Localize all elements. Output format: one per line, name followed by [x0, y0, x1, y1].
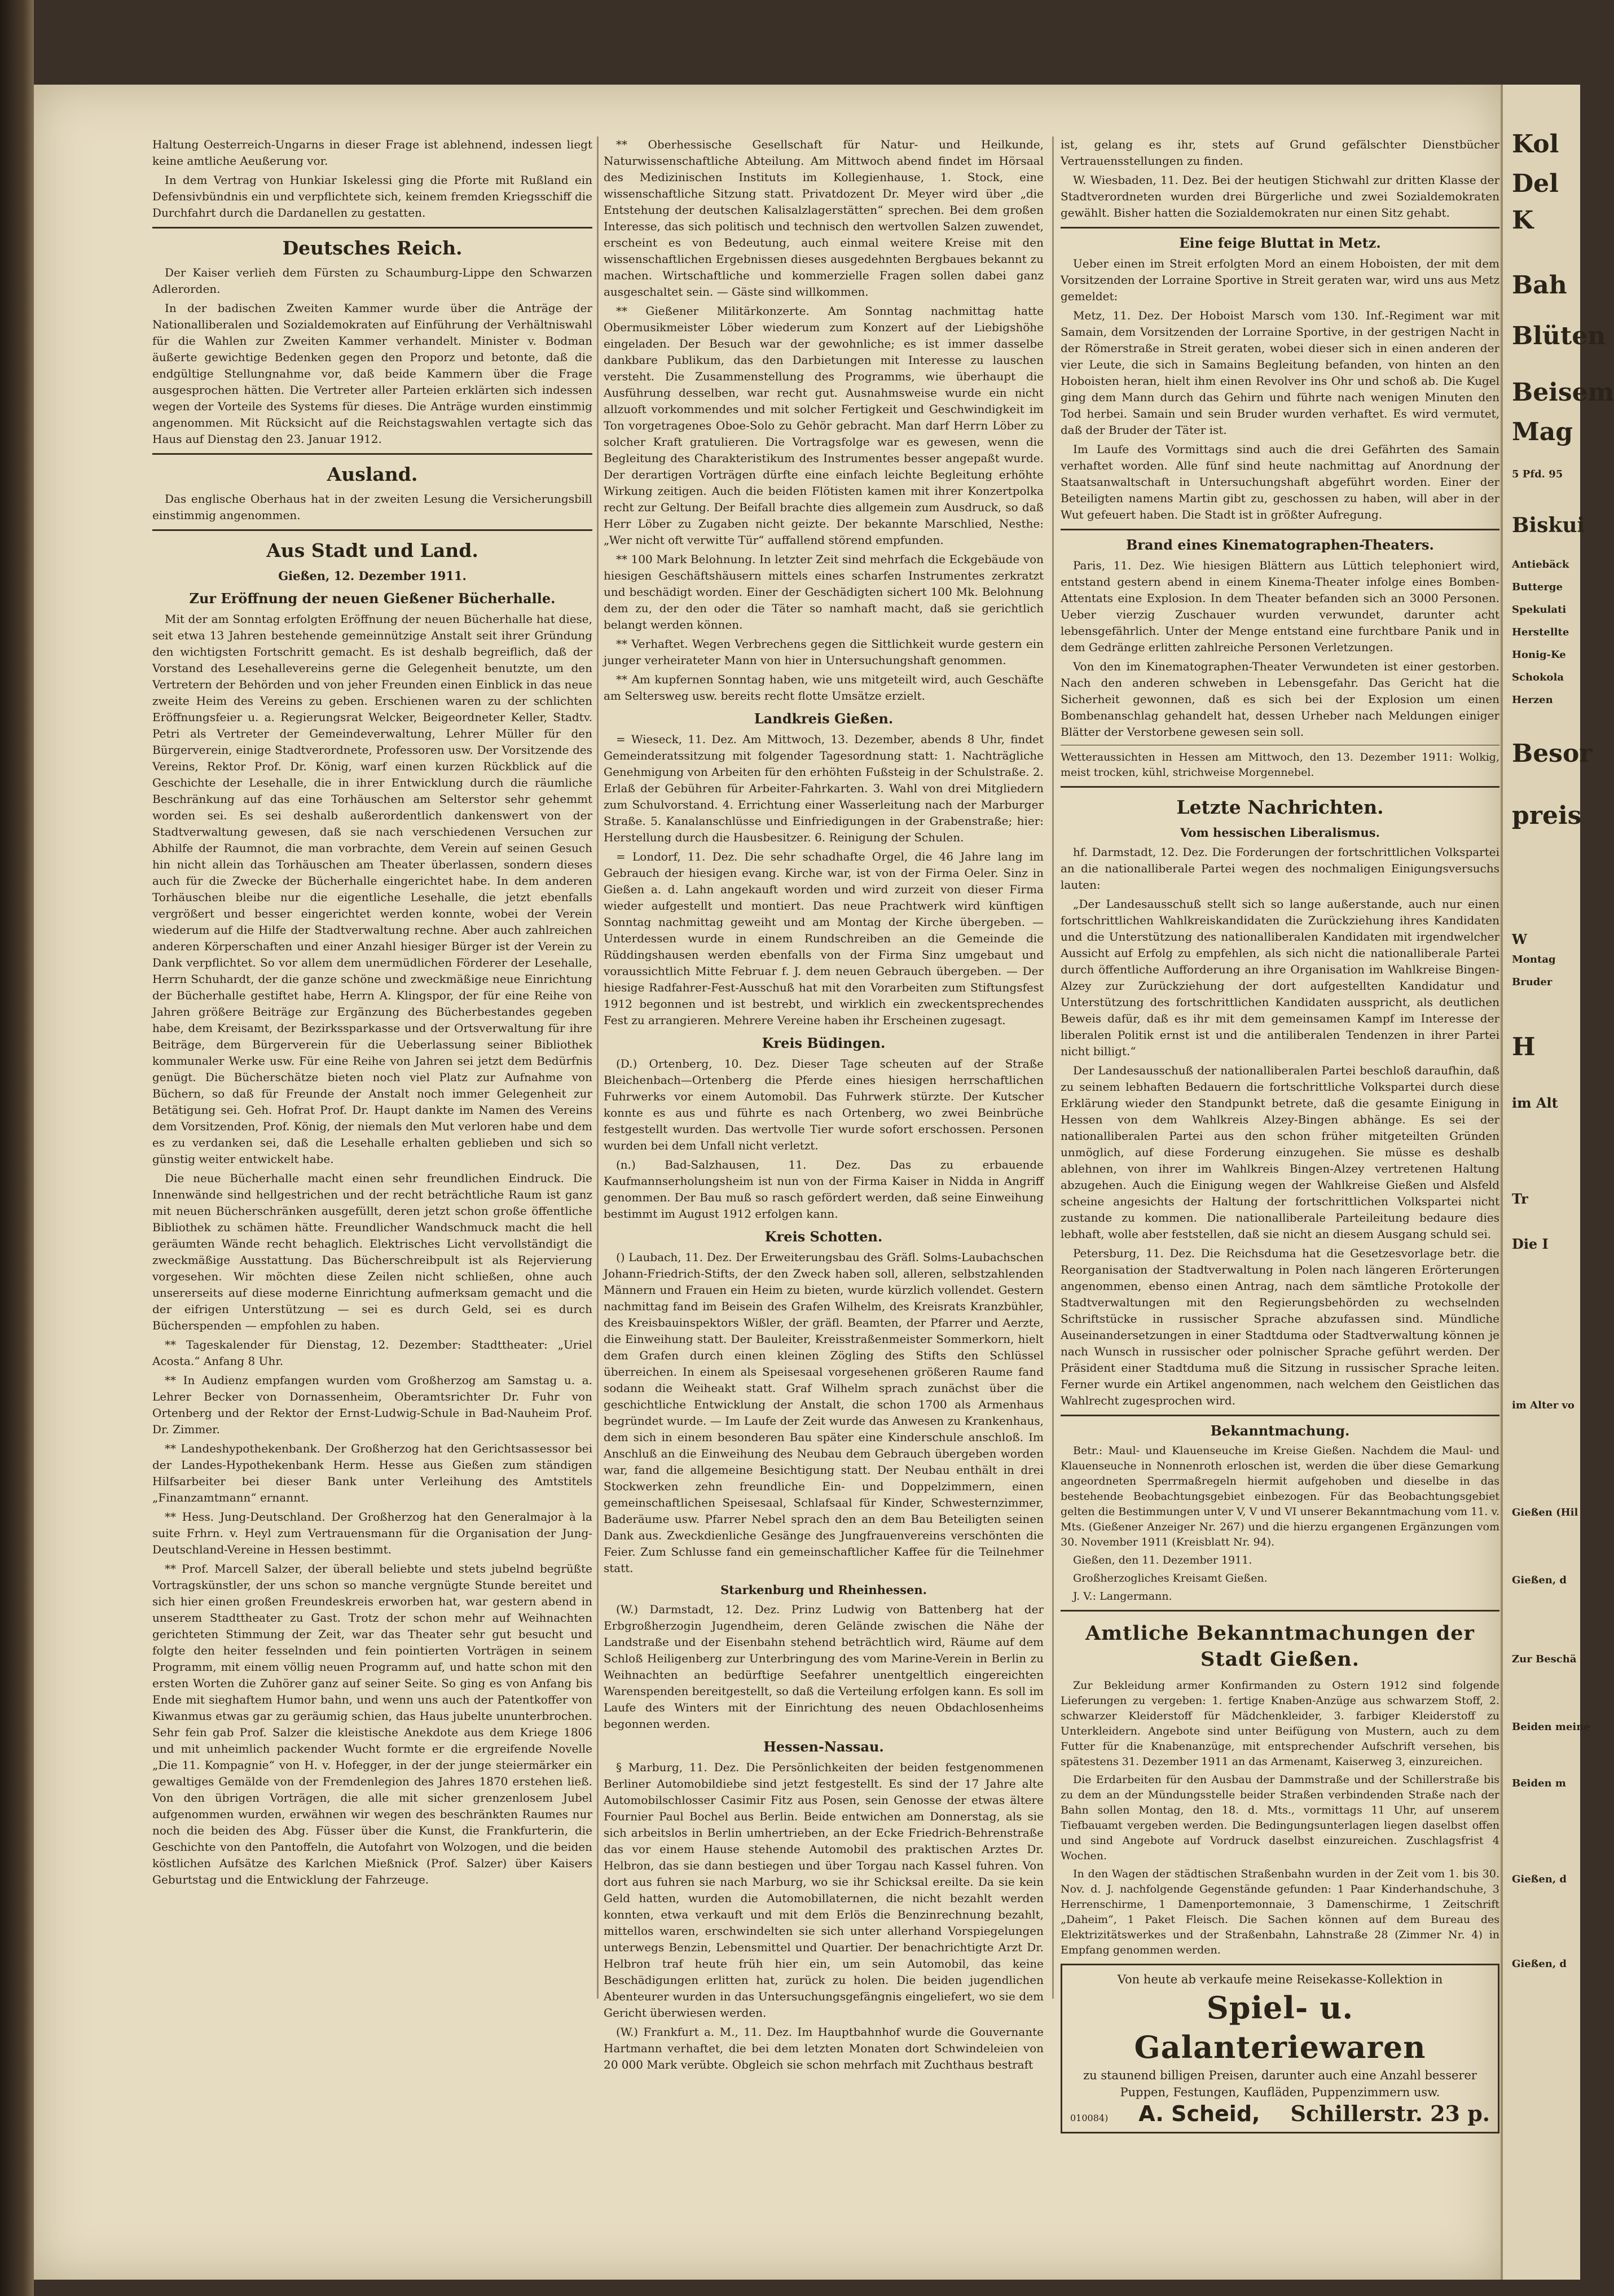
section-rule [152, 529, 592, 531]
official-notice: In den Wagen der städtischen Straßenbahn wurden in der Zeit vom 1. bis 30. Nov. d. J. nachfolgende Gegenstände gefunden: 1 Paar Kinderhandschuhe, 3 Herrenschirme, 1 Damenportemonnaie, 3 Damenschirme, 1 Zeitschrift „Daheim“, 1 Paket Fleisch. Die Sachen können auf dem Bureau des Elektrizitätswerkes und der Straßenbahn, Lahnstraße 28 (Zimmer Nr. 4) in Empfang genommen werden. [1061, 1868, 1499, 1956]
ad-address: Schillerstr. 23 p. [1290, 2101, 1490, 2126]
adjacent-page-fragment: 5 Pfd. 95 [1512, 468, 1563, 480]
paragraph: = Wieseck, 11. Dez. Am Mittwoch, 13. Dezember, abends 8 Uhr, findet Gemeinderatssitzung mit folgender Tagesordnung statt: 1. Nachträgliche Genehmigung von Arbeiten für den erhöhten Fußsteig in der Schulstraße. 2. Erlaß der Gebühren für Arbeiter-Fahrkarten. 3. Wahl von drei Mitgliedern zum Schulvorstand. 4. Errichtung einer Wasserleitung nach der Marburger Straße. 5. Kanalanschlüsse und Einfriedigungen in der Grabenstraße; hier: Herstellung durch die Hausbesitzer. 6. Reinigung der Schulen. [604, 732, 1044, 844]
adjacent-page-fragment: Gießen, d [1512, 1574, 1567, 1586]
section-title-deutsches-reich: Deutsches Reich. [282, 237, 463, 259]
notice: ** Verhaftet. Wegen Verbrechens gegen die Sittlichkeit wurde gestern ein junger verheirateter Mann von hier in Untersuchungshaft genommen. [604, 637, 1044, 667]
paragraph: Ueber einen im Streit erfolgten Mord an einem Hoboisten, der mit dem Vorsitzenden der Lorraine Sportive in Streit geraten war, wird uns aus Metz gemeldet: [1061, 257, 1499, 303]
column-divider [597, 137, 599, 1999]
official-notice: Zur Bekleidung armer Konfirmanden zu Ostern 1912 sind folgende Lieferungen zu vergeben: 1. fertige Knaben-Anzüge aus schwarzem Stoff, 2. schwarzer Kleiderstoff für Mädchenkleider, 3. farbiger Kleiderstoff zu Unterkleidern. Angebote sind unter Beifügung von Mustern, auch zu dem Futter für die Knabenanzüge, mit entsprechender Aufschrift versehen, bis spätestens 31. Dezember 1911 an das Armenamt, Kaiserweg 3, einzureichen. [1061, 1679, 1499, 1768]
adjacent-page-fragment: Spekulati [1512, 604, 1567, 616]
adjacent-page-fragment: Honig-Ke [1512, 649, 1566, 661]
section-rule [152, 227, 592, 229]
official-notice: Die Erdarbeiten für den Ausbau der Dammstraße und der Schillerstraße bis zu dem an der Mündungsstelle beider Straßen verbindenden Straße nach der Bahn sollen Montag, den 18. d. Mts., vormittags 11 Uhr, auf unserem Tiefbauamt vergeben werden. Die Bedingungsunterlagen liegen daselbst offen und sind Angebote auf Vordruck daselbst einzureichen. Zuschlagsfrist 4 Wochen. [1061, 1773, 1499, 1862]
paragraph: (W.) Frankfurt a. M., 11. Dez. Im Hauptbahnhof wurde die Gouvernante Hartmann verhaftet, die bei dem letzten Monaten dort Schwindeleien von 20 000 Mark verübte. Obgleich sie schon mehrfach mit Zuchthaus bestraft [604, 2025, 1044, 2071]
ad-intro: Von heute ab verkaufe meine Reisekasse-Kollektion in [1117, 1973, 1443, 1986]
section-rule [1061, 1415, 1499, 1416]
article-subtitle: Zur Eröffnung der neuen Gießener Bücherhalle. [189, 590, 556, 607]
adjacent-page-fragment: Gießen (Hil [1512, 1507, 1578, 1518]
dateline: Gießen, 12. Dezember 1911. [278, 569, 467, 583]
notice: ** In Audienz empfangen wurden vom Großherzog am Samstag u. a. Lehrer Becker von Dornassenheim, Oberamtsrichter Dr. Fuhr von Ortenberg und der Rektor der Ernst-Ludwig-Schule in Bad-Nauheim Prof. Dr. Zimmer. [152, 1373, 592, 1436]
adjacent-page-fragment: Tr [1512, 1191, 1528, 1207]
adjacent-page-fragment: Herstellte [1512, 626, 1569, 638]
adjacent-page-fragment: Del [1512, 169, 1559, 198]
adjacent-page-fragment: preis [1512, 801, 1582, 830]
section-rule [1061, 786, 1499, 788]
official-notice: Betr.: Maul- und Klauenseuche im Kreise Gießen. Nachdem die Maul- und Klauenseuche in Nonnenroth erloschen ist, werden die über diese Gemarkung angeordneten Sperrmaßregeln hiermit aufgehoben und dieselbe in das bestehende Beobachtungsgebiet einbezogen. Für das Beobachtungsgebiet gelten die Bestimmungen unter V, V und VI unserer Bekanntmachung vom 11. v. Mts. (Gießener Anzeiger Nr. 267) und die hierzu ergangenen Ergänzungen vom 30. November 1911 (Kreisblatt Nr. 94). [1061, 1445, 1499, 1548]
adjacent-page-fragment: Biskui [1512, 513, 1585, 537]
section-rule [1061, 1610, 1499, 1612]
adjacent-page-fragment: Antiebäck [1512, 559, 1569, 570]
section-rule [1061, 529, 1499, 530]
paragraph: Paris, 11. Dez. Wie hiesigen Blättern aus Lüttich telephoniert wird, entstand gestern abend in einem Kinema-Theater infolge eines Bomben-Attentats eine Explosion. In dem Theater befanden sich an 3000 Personen. Ueber vierzig Zuschauer wurden verwundet, darunter acht lebensgefährlich. Unter der Menge entstand eine furchtbare Panik und in dem Gedränge erlitten zahlreiche Personen Verletzungen. [1061, 559, 1499, 654]
paragraph: § Marburg, 11. Dez. Die Persönlichkeiten der beiden festgenommenen Berliner Automobildiebe sind jetzt festgestellt. Es sind der 17 Jahre alte Automobilschlosser Casimir Fitz aus Posen, sein Genosse der etwas ältere Fournier Paul Bochel aus Berlin. Beide entwichen am Donnerstag, als sie sich arbeitslos in Berlin umhertrieben, an der Ecke Friedrich-Behrenstraße das vor einem Hause stehende Automobil des praktischen Arztes Dr. Helbron, das sie dann bestiegen und über Torgau nach Kassel fuhren. Von dort aus fuhren sie nach Marburg, wo sie ihr Schicksal ereilte. Da sie kein Geld hatten, wurden die Automobillaternen, die nicht bezahlt werden konnten, etwa verkauft und mit dem Erlös die Benzinrechnung bezahlt, mittellos waren, erschwindelten sie sich unter allerhand Vorspiegelungen unterwegs Benzin, Lebensmittel und Quartier. Der benachrichtigte Arzt Dr. Helbron traf heute früh hier ein, um sein Automobil, das keine Beschädigungen erlitten hat, zurück zu holen. Die beiden jugendlichen Abenteurer wurden in das Untersuchungsgefängnis eingeliefert, wo sie dem Gericht überwiesen werden. [604, 1761, 1044, 2020]
notice: ** Hess. Jung-Deutschland. Der Großherzog hat den Generalmajor à la suite Frhrn. v. Heyl zum Vertrauensmann für die Organisation der Jung-Deutschland-Vereine in Hessen bestimmt. [152, 1510, 592, 1556]
adjacent-page-fragment: Bah [1512, 271, 1567, 300]
paragraph: Das englische Oberhaus hat in der zweiten Lesung die Versicherungsbill einstimmig angenommen. [152, 492, 592, 522]
adjacent-page-fragment: im Alter vo [1512, 1399, 1575, 1411]
notice: ** Oberhessische Gesellschaft für Natur- und Heilkunde, Naturwissenschaftliche Abteilung. Am Mittwoch abend findet im Hörsaal des Medizinischen Instituts im Kollegienhause, 1. Stock, eine wissenschaftliche Sitzung statt. Privatdozent Dr. Meyer wird über „die Entstehung der deutschen Kalisalzlagerstätten“ sprechen. Bei dem großen Interesse, das sich politisch und technisch den wertvollen Salzen zuwendet, erscheint es von Bedeutung, auch einmal weitere Kreise mit den wissenschaftlichen Ergebnissen dieses ausgedehnten Bergbaues bekannt zu machen. Wirtschaftliche und kommerzielle Fragen sollen dabei ganz ausgeschaltet sein. — Gäste sind willkommen. [604, 138, 1044, 298]
paragraph: Der Landesausschuß der nationalliberalen Partei beschloß daraufhin, daß zu seinem lebhaften Bedauern die fortschrittliche Volkspartei durch diese Erklärung wieder den Standpunkt betrete, daß die gesamte Einigung in Hessen von dem Wahlkreis Alzey-Bingen abhänge. Es sei der nationalliberalen Partei aus den schon früher mitgeteilten Gründen unmöglich, auf diese Forderung einzugehen. Sie müsse es deshalb ablehnen, von ihrer im Wahlkreis Bingen-Alzey vertretenen Haltung abzugehen. Auch die Einigung wegen der Wahlkreise Gießen und Alsfeld scheine angesichts der Haltung der fortschrittlichen Volkspartei nicht zustande zu kommen. Die nationalliberale Parteileitung bedaure dies lebhaft, wolle aber feststellen, daß sie nicht an diesem Ausgang schuld sei. [1061, 1064, 1499, 1241]
section-rule [152, 453, 592, 455]
paragraph: In dem Vertrag von Hunkiar Iskelessi ging die Pforte mit Rußland ein Defensivbündnis ein und verpflichtete sich, keinem fremden Kriegsschiff die Durchfahrt durch die Dardanellen zu gestatten. [152, 173, 592, 219]
adjacent-page-fragment: Gießen, d [1512, 1958, 1567, 1970]
ad-firm: A. Scheid, [1138, 2101, 1260, 2126]
section-title-bekanntmachung: Bekanntmachung. [1210, 1423, 1350, 1439]
column-3 [1061, 137, 1499, 2133]
paragraph: In der badischen Zweiten Kammer wurde über die Anträge der Nationalliberalen und Sozialdemokraten auf Einführung der Verhältniswahl für die Wahlen zur Zweiten Kammer verhandelt. Minister v. Bodman äußerte gewichtige Bedenken gegen den Proporz und betonte, daß die endgültige Stellungnahme vor, daß beide Kammern über die Frage ausgesprochen hätten. Die Vertreter aller Parteien erklärten sich indessen wegen der Vorteile des Systems für dieses. Die Anträge wurden einstimmig angenommen. Mit Rücksicht auf die Reichstagswahlen vertagte sich das Haus auf Dienstag den 23. Januar 1912. [152, 301, 592, 446]
paragraph: Haltung Oesterreich-Ungarns in dieser Frage ist ablehnend, indessen liegt keine amtliche Aeußerung vor. [152, 138, 592, 168]
notice-office: Großherzogliches Kreisamt Gießen. [1073, 1572, 1268, 1584]
adjacent-page-edge [1501, 85, 1614, 2280]
adjacent-page-fragment: Zur Beschä [1512, 1653, 1577, 1665]
paragraph: hf. Darmstadt, 12. Dez. Die Forderungen der fortschrittlichen Volkspartei an die nationalliberale Partei wegen des nochmaligen Einigungsversuchs lauten: [1061, 845, 1499, 892]
advertisement [1061, 1964, 1499, 2133]
ad-code: 010084) [1070, 2113, 1109, 2123]
adjacent-page-fragment: Beiden m [1512, 1777, 1566, 1789]
section-title-letzte-nachrichten: Letzte Nachrichten. [1176, 796, 1384, 818]
adjacent-page-fragment: Butterge [1512, 581, 1563, 593]
column-divider [1052, 137, 1054, 1999]
notice: ** Am kupfernen Sonntag haben, wie uns mitgeteilt wird, auch Geschäfte am Seltersweg usw. bereits recht flotte Umsätze erzielt. [604, 673, 1044, 703]
article-title-kino: Brand eines Kinematographen-Theaters. [1126, 537, 1434, 553]
adjacent-page-fragment: Montag [1512, 954, 1556, 965]
notice: ** 100 Mark Belohnung. In letzter Zeit sind mehrfach die Eckgebäude von hiesigen Geschäftshäusern mittels eines scharfen Instrumentes zerkratzt und beschädigt worden. Einer der Geschädigten sichert 100 Mk. Belohnung dem zu, der den oder die Täter so namhaft macht, daß sie gerichtlich belangt werden können. [604, 552, 1044, 631]
adjacent-page-fragment: Kol [1512, 130, 1559, 159]
adjacent-page-fragment: Beiden meine [1512, 1721, 1590, 1733]
notice-date: Gießen, den 11. Dezember 1911. [1073, 1554, 1252, 1566]
paragraph: () Laubach, 11. Dez. Der Erweiterungsbau des Gräfl. Solms-Laubachschen Johann-Friedrich-Stifts, der den Zweck haben soll, alleren, selbstzahlenden Männern und Frauen ein Heim zu bieten, wurde kürzlich vollendet. Gestern nachmittag fand im Beisein des Grafen Wilhelm, des Kreisrats Kranzbühler, des Kreisbauinspektors Wißler, der gräfl. Beamten, der Pfarrer und Aerzte, die Einweihung statt. Der Bauleiter, Kreisstraßenmeister Sommerkorn, hielt dem Grafen durch einen kleinen Zögling des Stifts den Schlüssel überreichen. In einem als Speisesaal vorgesehenen größeren Raume fand sodann die Weiheakt statt. Graf Wilhelm sprach zunächst über die geschichtliche Entwicklung der Anstalt, die schon 1700 als Armenhaus begründet wurde. — Im Laufe der Zeit wurde das Anwesen zu Krankenhaus, dem sich in einem besonderen Bau später eine Kinderschule anschloß. Im Anschluß an die Einweihung des Neubau dem Gebrauch übergeben worden war, fand die allgemeine Besichtigung statt. Der Neubau enthält in drei Stockwerken zehn freundliche Ein- und Doppelzimmern, einen gemeinschaftlichen Speisesaal, Schlafsaal für Kinder, Schwesternzimmer, Baderäume usw. Pfarrer Nebel sprach den an dem Bau Beteiligten seinen Dank aus. Zweckdienliche Gesänge des Jungfrauenvereins verschönten die Feier. Zum Schlusse fand ein gemeinschaftlicher Kaffee für die Teilnehmer statt. [604, 1250, 1044, 1575]
adjacent-page-fragment: K [1512, 206, 1534, 235]
section-title-kreis-buedingen: Kreis Büdingen. [762, 1035, 886, 1051]
section-title-hessen-nassau: Hessen-Nassau. [763, 1739, 884, 1755]
paragraph: (D.) Ortenberg, 10. Dez. Dieser Tage scheuten auf der Straße Bleichenbach—Ortenberg die Pferde eines hiesigen herrschaftlichen Fuhrwerks vor einem Automobil. Das Fuhrwerk stürzte. Der Kutscher konnte es aus und führte es nach Ortenberg, wo zwei Beinbrüche festgestellt wurden. Das wertvolle Tier wurde sofort erschossen. Personen wurden bei dem Unfall nicht verletzt. [604, 1057, 1044, 1152]
paragraph: Im Laufe des Vormittags sind auch die drei Gefährten des Samain verhaftet worden. Alle fünf sind heute nachmittag auf Anordnung der Staatsanwaltschaft in Untersuchungshaft abgeführt worden. Einer der Beteiligten namens Martin gibt zu, geschossen zu haben, will aber in der Wut gefeuert haben. Die Stadt ist in größter Aufregung. [1061, 442, 1499, 521]
notice: ** Gießener Militärkonzerte. Am Sonntag nachmittag hatte Obermusikmeister Löber wiederum zum Konzert auf der Liebigshöhe eingeladen. Der Besuch war der gewohnliche; es ist immer dasselbe dankbare Publikum, das den Darbietungen mit Interesse zu lauschen versteht. Die Zusammenstellung des Programms, wie überhaupt die Ausführung desselben, war recht gut. Ausnahmsweise wurde ein nicht allzuoft vorkommendes und mit solcher Fertigkeit und Geschwindigkeit im Ton vorgetragenes Oboe-Solo zu Gehör gebracht. Man darf Herrn Löber zu solcher Kraft gratulieren. Die Vortragsfolge war es gewesen, wenn die Begleitung des Charakteristikum des Instrumentes besser angepaßt wurde. Der derartigen Vorträgen dürfte eine einfach leichte Begleitung erhöhte Wirkung zeitigen. Auch die beiden Flötisten kamen mit ihrer Konzertpolka recht zur Geltung. Der Beifall brachte dies allgemein zum Ausdruck, so daß Herr Löber zu Zugaben nicht geizte. Der bekannte Marschlied, Nesthe: „Wer nicht oft verwitte Tür“ auffallend störend empfunden. [604, 304, 1044, 547]
paragraph: = Londorf, 11. Dez. Die sehr schadhafte Orgel, die 46 Jahre lang im Gebrauch der hiesigen evang. Kirche war, ist von der Firma Oeler. Sinz in Gießen a. d. Lahn angekauft worden und wird zurzeit von dieser Firma wieder aufgestellt und montiert. Das neue Prachtwerk wird künftigen Sonntag nachmittag geweiht und am Montag der Kirche übergeben. — Unterdessen wurde in einem Rundschreiben an die Gemeinde die Rüddingshausen werden ebenfalls von der Firma Sinz umgebaut und voraussichtlich Mitte Februar f. J. dem neuen Gebrauch übergeben. — Der hiesige Radfahrer-Fest-Ausschuß hat mit den Vorarbeiten zum Stiftungsfest 1912 begonnen und ist bestrebt, und wirklich ein zweckentsprechendes Fest zu arrangieren. Mehrere Vereine haben ihr Erscheinen zugesagt. [604, 850, 1044, 1027]
column-2 [604, 137, 1044, 2076]
article-subtitle: Vom hessischen Liberalismus. [1180, 826, 1380, 840]
adjacent-page-fragment: Beisem [1512, 378, 1614, 407]
section-rule [1061, 227, 1499, 229]
section-title-landkreis-giessen: Landkreis Gießen. [754, 710, 894, 727]
adjacent-page-fragment: Mag [1512, 418, 1573, 446]
adjacent-page-fragment: Blüten [1512, 322, 1606, 350]
paragraph: Metz, 11. Dez. Der Hoboist Marsch vom 130. Inf.-Regiment war mit Samain, dem Vorsitzenden der Lorraine Sportive, in der gestrigen Nacht in der Römerstraße in Streit geraten, wobei dieser sich in einen anderen der vier Leute, die sich in Samains Begleitung befanden, von hinten an den Hoboisten heran, hielt ihm einen Revolver ins Ohr und schoß ab. Die Kugel ging dem Mann durch das Gehirn und führte nach wenigen Minuten den Tod herbei. Samain und sein Bruder wurden verhaftet. Es wird vermutet, daß der Bruder der Täter ist. [1061, 309, 1499, 437]
paragraph: Mit der am Sonntag erfolgten Eröffnung der neuen Bücherhalle hat diese, seit etwa 13 Jahren bestehende gemeinnützige Anstalt seit ihrer Gründung den wichtigsten Fortschritt gemacht. Es ist deshalb begreiflich, daß der Vorstand des Lesehallevereins gerne die Gelegenheit benutzte, um den Vertretern der Behörden und von jeher Freunden einen Einblick in das neue zweite Heim des Vereins zu geben. Erschienen waren zu der schlichten Eröffnungsfeier u. a. Regierungsrat Welcker, Beigeordneter Keller, Stadtv. Petri als Vertreter der Gemeindeverwaltung, Lehrer Müller für den Bürgerverein, einige Stadtverordnete, Professoren usw. Der Vorsitzende des Vereins, Rektor Prof. Dr. König, warf einen kurzen Rückblick auf die Geschichte der Lesehalle, die in ihrer Entwicklung durch die räumliche Beschränkung auf das eine Torhäuschen am Selterstor sehr gehemmt worden sei. Es sei deshalb außerordentlich dankenswert von der Stadtverwaltung gewesen, daß sie nach verschiedenen Versuchen zur Abhilfe der Raumnot, die man vorbrachte, dem Verein auf seinen Gesuch hin nicht allein das Torhäuschen am Theater überlassen, sondern dieses auch für die Zwecke der Bücherhalle eingerichtet habe. In dem anderen Torhäuschen bleibe nur die eigentliche Lesehalle, die jetzt ebenfalls vergrößert und besser eingerichtet werden konnte, wobei der Verein wiederum auf die Hilfe der Stadtverwaltung rechne. Aber auch zahlreichen anderen Körperschaften und einer Anzahl hiesiger Bürger ist der Verein zu Dank verpflichtet. So vor allem dem unermüdlichen Förderer der Lesehalle, Herrn Schuhardt, der die ganze schöne und zweckmäßige neue Einrichtung der Bücherhalle gestiftet habe, Herrn A. Klingspor, der für eine Reihe von Jahren größere Beiträge zur Ergänzung des Bücherbestandes gegeben habe, dem Kreisamt, der Bezirkssparkasse und der Ortsverwaltung für ihre Beiträge, dem Bürgerverein für die Ueberlassung seiner Bibliothek kommunaler Werke usw. Für eine Reihe von Jahren sei jetzt dem Bedürfnis genügt. Die Bücherschätze bieten noch viel Platz zur Aufnahme von Büchern, so daß für Freunde der Anstalt noch immer Gelegenheit zur Betätigung sei. Geh. Hofrat Prof. Dr. Haupt dankte im Namen des Vereins dem Vorsitzenden, Prof. König, der niemals den Mut verloren habe und dem es zu verdanken sei, daß die Lesehalle erhalten geblieben und sich so günstig weiter entwickelt habe. [152, 612, 592, 1166]
paragraph: Der Kaiser verlieh dem Fürsten zu Schaumburg-Lippe den Schwarzen Adlerorden. [152, 266, 592, 296]
weather-forecast: Wetteraussichten in Hessen am Mittwoch, den 13. Dezember 1911: Wolkig, meist trocken, kühl, strichweise Morgennebel. [1061, 751, 1499, 779]
section-title-ausland: Ausland. [327, 463, 418, 485]
ad-description: zu staunend billigen Preisen, darunter auch eine Anzahl besserer Puppen, Festungen, Kaufläden, Puppenzimmern usw. [1083, 2069, 1477, 2099]
adjacent-page-fragment: Besor [1512, 739, 1593, 768]
book-binding [0, 0, 34, 2296]
section-title-kreis-schotten: Kreis Schotten. [764, 1228, 883, 1245]
adjacent-page-fragment: H [1512, 1033, 1536, 1061]
adjacent-page-fragment: Schokola [1512, 671, 1564, 683]
paragraph: (W.) Darmstadt, 12. Dez. Prinz Ludwig von Battenberg hat der Erbgroßherzogin Jugendheim, deren Gelände zwischen die Nähe der Landstraße und der Eisenbahn stehend beträchtlich wird, Räume auf dem Schloß Heiligenberg zur Unterbringung des vom Marine-Verein in Berlin zu Weihnachten an bedürftige Seefahrer unentgeltlich eingereichten Warenspenden bereitgestellt, so daß die Verteilung erfolgen kann. Es soll im Laufe des Winters mit der Einrichtung des neuen Obdachlosenheims begonnen werden. [604, 1603, 1044, 1731]
column-1 [152, 137, 592, 1891]
notice: ** Prof. Marcell Salzer, der überall beliebte und stets jubelnd begrüßte Vortragskünstler, der uns schon so manche vergnügte Stunde bereitet und sich hier einen großen Freundeskreis erworben hat, war gestern abend in unserem Stadttheater zu Gast. Trotz der schon mehr auf Weihnachten gerichteten Stimmung der Zeit, war das Theater sehr gut besucht und folgte den heiter fesselnden und fein pointierten Vorträgen in seinem Programm, mit einem völlig neuen Programm auf, und hatte schon mit den ersten Worten die Zuhörer ganz auf seiner Seite. So ging es von Anfang bis Ende mit sieghaftem Humor bahn, und wenn uns auch der Patentkoffer von Kiwanmus etwas gar zu geräumig schien, das Haus jubelte ununterbrochen. Sehr fein gab Prof. Salzer die kleistische Anekdote aus dem Kriege 1806 und mit unheimlich packender Wucht formte er die ergreifende Novelle „Die 11. Kompagnie“ von H. v. Hofegger, in der der junge steiermärker ein gewaltiges Gemälde von der Fremdenlegion des Jahres 1870 erstehen ließ. Von den übrigen Vorträgen, die alle mit sicher grenzenlosem Jubel aufgenommen wurden, erwähnen wir wegen des beschränkten Raumes nur noch die beiden des Abg. Füsser über die Kunst, die Frankfurterin, die Geschichte von den Pantoffeln, die Autofahrt von Wolzogen, und die beiden köstlichen Aufsätze des Karlchen Mießnick (Prof. Salzer) über Kaisers Geburtstag und die Entwicklung der Fahrzeuge. [152, 1562, 592, 1886]
adjacent-page-fragment: im Alt [1512, 1095, 1558, 1111]
paragraph: ist, gelang es ihr, stets auf Grund gefälschter Dienstbücher Vertrauensstellungen zu finden. [1061, 138, 1499, 168]
ad-footer [1070, 2101, 1490, 2126]
paragraph: Petersburg, 11. Dez. Die Reichsduma hat die Gesetzesvorlage betr. die Reorganisation der Stadtverwaltung in Polen nach längeren Erörterungen angenommen, ebenso einen Antrag, nach dem sämtliche Protokolle der Stadtverwaltungen mit den Regierungsbehörden zu wechselnden Schriftstücke in russischer Sprache abzufassen sind. Mündliche Auseinandersetzungen in einer Stadtduma oder Stadtverwaltung können je nach Wunsch in russischer oder polnischer Sprache geführt werden. Der Präsident einer Stadtduma muß die Sitzung in russischer Sprache leiten. Ferner wurde ein Artikel angenommen, nach welchem den Geistlichen das Wahlrecht zugesprochen wird. [1061, 1246, 1499, 1407]
notice-signature: J. V.: Langermann. [1073, 1590, 1172, 1603]
newspaper-page [34, 85, 1501, 2280]
adjacent-page-fragment: Bruder [1512, 976, 1553, 988]
section-title-stadt-und-land: Aus Stadt und Land. [266, 539, 478, 561]
adjacent-page-fragment: Herzen [1512, 694, 1553, 706]
article-title-bluttat: Eine feige Bluttat in Metz. [1179, 235, 1381, 251]
paragraph: Die neue Bücherhalle macht einen sehr freundlichen Eindruck. Die Innenwände sind hellgestrichen und der recht beträchtliche Raum ist ganz mit neuen Bücherschränken ausgefüllt, deren jetzt schon große öffentliche Bibliothek zu schämen hätte. Freundlicher Wandschmuck macht die hell geräumten Wände recht behaglich. Elektrisches Licht vervollständigt die zweckmäßige Ausstattung. Das Bücherschreibpult ist als Rejervierung vorgesehen. Wir möchten diese Zeilen nicht schließen, ohne auch unsererseits auf diese moderne Einrichtung aufmerksam gemacht und die der eifrigen Unterstützung — sei es durch Geld, sei es durch Bücherspenden — empfohlen zu haben. [152, 1171, 592, 1332]
section-title-starkenburg: Starkenburg und Rheinhessen. [720, 1583, 927, 1597]
paragraph: „Der Landesausschuß stellt sich so lange außerstande, auch nur einen fortschrittlichen Wahlkreiskandidaten die Zurückziehung ihres Kandidaten und die Unterstützung des nationalliberalen Kandidaten mit irgendwelcher Aussicht auf Erfolg zu empfehlen, als sich nicht die nationalliberale Partei durch öffentliche Aufforderung an ihre Organisation im Wahlkreise Bingen-Alzey zur Zurückziehung der dort aufgestellten Kandidatur und Unterstützung des fortschrittlichen Kandidaten ausspricht, als deutlichen Beweis dafür, daß es ihr mit dem gemeinsamen Kampf im Interesse der liberalen Politik ernst ist und die antiliberalen Tendenzen in ihrer Partei nicht billigt.“ [1061, 897, 1499, 1058]
paragraph: (n.) Bad-Salzhausen, 11. Dez. Das zu erbauende Kaufmannserholungsheim ist nun von der Firma Kaiser in Nidda in Angriff genommen. Der Bau muß so rasch gefördert werden, daß seine Einweihung bestimmt im August 1912 erfolgen kann. [604, 1158, 1044, 1221]
notice: ** Landeshypothekenbank. Der Großherzog hat den Gerichtsassessor bei der Landes-Hypothekenbank Herm. Hesse aus Gießen zum ständigen Hilfsarbeiter bei dieser Bank unter Verleihung des Amtstitels „Finanzamtmann“ ernannt. [152, 1442, 592, 1504]
section-title-amtliche-bekanntmachungen: Amtliche Bekanntmachungen der Stadt Gießen. [1085, 1622, 1475, 1671]
adjacent-page-fragment: Gießen, d [1512, 1873, 1567, 1885]
adjacent-page-fragment: Die I [1512, 1236, 1549, 1252]
notice: ** Tageskalender für Dienstag, 12. Dezember: Stadttheater: „Uriel Acosta.“ Anfang 8 Uhr. [152, 1338, 592, 1368]
ad-headline: Spiel- u. Galanteriewaren [1134, 1990, 1426, 2065]
adjacent-page-fragment: W [1512, 931, 1527, 947]
paragraph: W. Wiesbaden, 11. Dez. Bei der heutigen Stichwahl zur dritten Klasse der Stadtverordneten wurden drei Bürgerliche und zwei Sozialdemokraten gewählt. Bisher hatten die Sozialdemokraten nur einen Sitz gehabt. [1061, 173, 1499, 219]
paragraph: Von den im Kinematographen-Theater Verwundeten ist einer gestorben. Nach den anderen schweben in Lebensgefahr. Das Gericht hat die Sicherheit gewonnen, daß es sich bei der Explosion um einen Bombenanschlag gehandelt hat, dessen Urheber nach Meldungen einiger Blätter der Verstorbene gewesen sein soll. [1061, 660, 1499, 739]
